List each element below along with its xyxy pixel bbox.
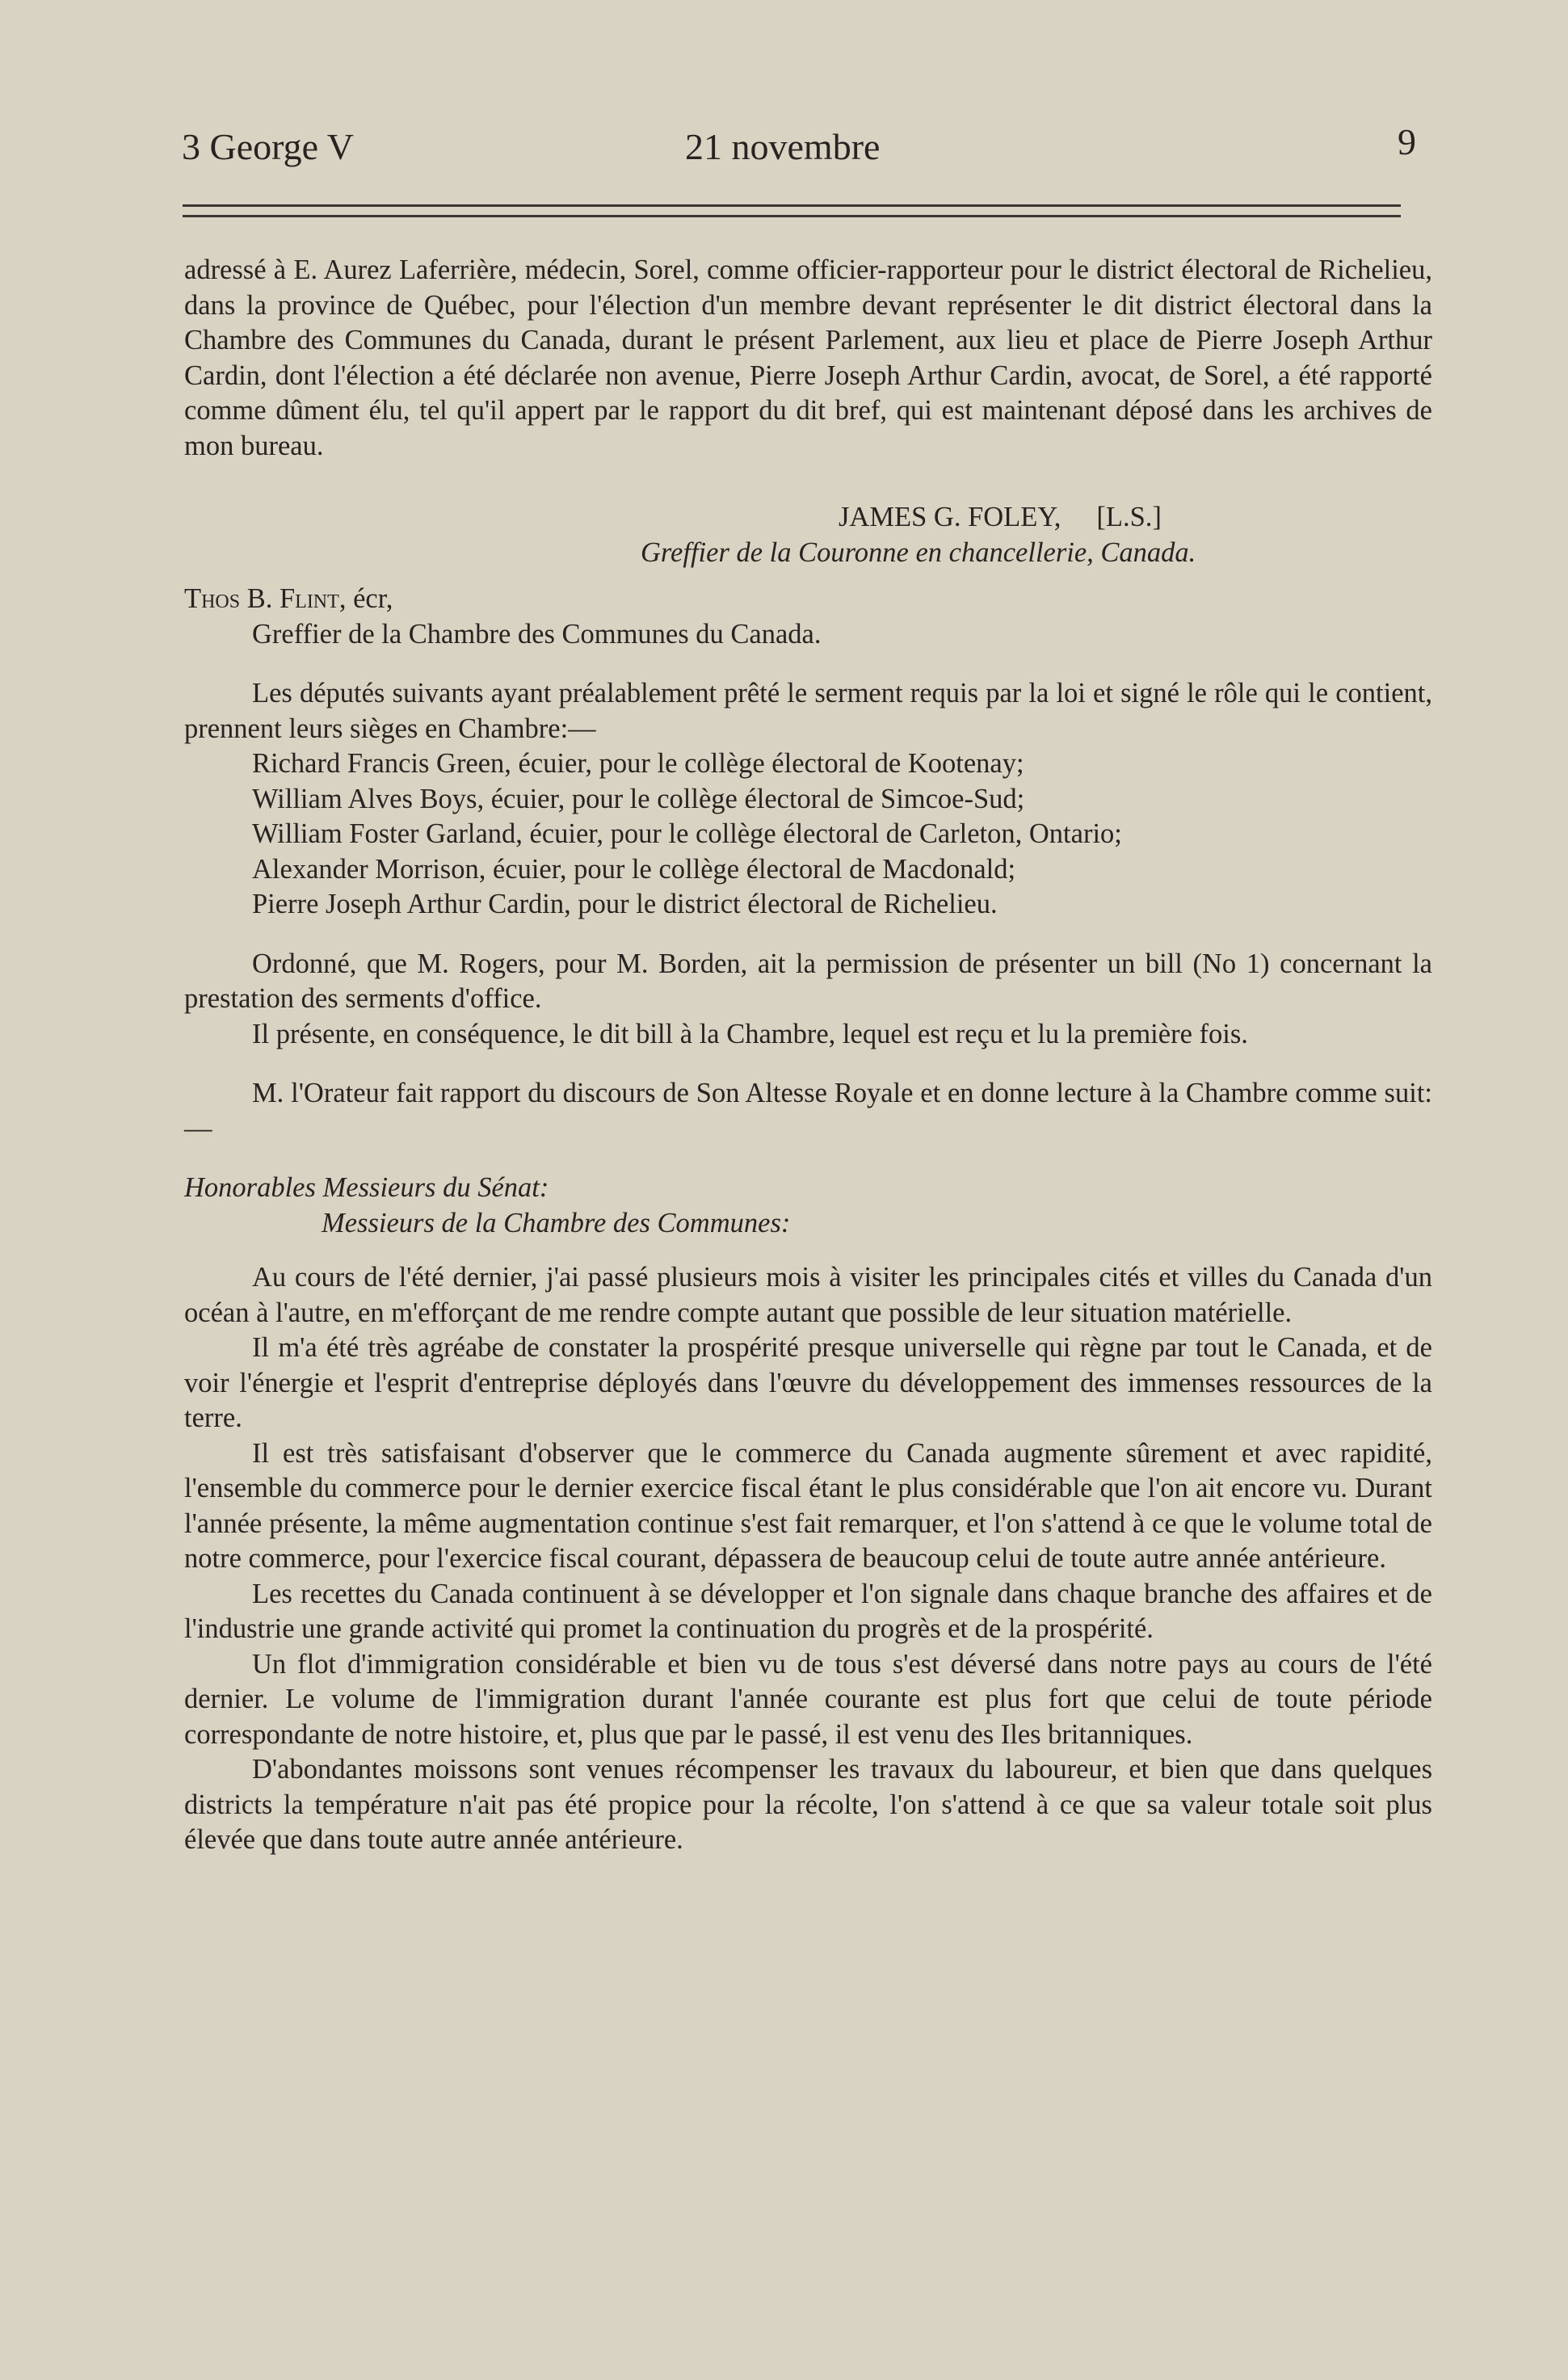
signatory-title: Greffier de la Couronne en chancellerie, Canada. [641,536,1196,568]
header-date: 21 novembre [685,126,881,167]
speech-paragraph: Un flot d'immigration considérable et bien vu de tous s'est déversé dans notre pays au cours de l'été dernier. Le volume de l'immigration durant l'année courante est plus fort que celui de toute période correspondante de notre histoire, et, plus que par le passé, il est venu des Iles britanniques. [184,1648,1432,1750]
seal-mark: [L.S.] [1096,502,1162,532]
addressee-suffix: , écr, [338,583,393,614]
speech-salutation-senate: Honorables Messieurs du Sénat: [184,1172,549,1203]
addressee-title: Greffier de la Chambre des Communes du Canada. [252,618,822,650]
addressee [184,582,1432,617]
speech-paragraph: Il m'a été très agréabe de constater la prospérité presque universelle qui règne par tout le Canada, et de voir l'énergie et l'esprit d'entreprise déployés dans l'œuvre du développement des immenses ressources de la terre. [184,1332,1432,1433]
list-item: William Foster Garland, écuier, pour le collège électoral de Carleton, Ontario; [252,818,1122,849]
speech-salutation-commons: Messieurs de la Chambre des Communes: [322,1207,791,1238]
page-header [0,121,1568,182]
list-item: Pierre Joseph Arthur Cardin, pour le district électoral de Richelieu. [252,889,998,919]
page-body [184,253,1432,1858]
speaker-report: M. l'Orateur fait rapport du discours de Son Altesse Royale et en donne lecture à la Chambre comme suit:— [184,1078,1432,1144]
speech-paragraph: Au cours de l'été dernier, j'ai passé plusieurs mois à visiter les principales cités et villes du Canada d'un océan à l'autre, en m'efforçant de me rendre compte autant que possible de leur situation matérielle. [184,1262,1432,1328]
speech-paragraph: D'abondantes moissons sont venues récompenser les travaux du laboureur, et bien que dans quelques districts la température n'ait pas été propice pour la récolte, l'on s'attend à ce que sa valeur totale soit plus élevée que dans toute autre année antérieure. [184,1754,1432,1855]
speech-paragraph: Les recettes du Canada continuent à se développer et l'on signale dans chaque branche des affaires et de l'industrie une grande activité qui promet la continuation du progrès et de la prospérité. [184,1578,1432,1644]
members-list [184,746,1432,923]
list-item: Richard Francis Green, écuier, pour le collège électoral de Kootenay; [252,748,1024,779]
page-number: 9 [1398,121,1416,162]
header-rule-bottom [183,215,1401,217]
bill-order: Ordonné, que M. Rogers, pour M. Borden, ait la permission de présenter un bill (No 1) concernant la prestation des serments d'office. [184,948,1432,1014]
list-item: Alexander Morrison, écuier, pour le collège électoral de Macdonald; [252,853,1016,885]
signatory-name: JAMES G. FOLEY, [839,502,1061,532]
header-rule-top [183,204,1401,207]
addressee-name: Thos B. Flint [184,583,339,614]
regnal-year: 3 George V [182,126,354,167]
intro-paragraph: adressé à E. Aurez Laferrière, médecin, Sorel, comme officier-rapporteur pour le district électoral de Richelieu, dans la province de Québec, pour l'élection d'un membre devant représenter le dit district électoral dans la Chambre des Communes du Canada, durant le présent Parlement, aux lieu et place de Pierre Joseph Arthur Cardin, dont l'élection a été déclarée non avenue, Pierre Joseph Arthur Cardin, avocat, de Sorel, a été rapporté comme dûment élu, tel qu'il appert par le rapport du dit bref, qui est maintenant déposé dans les archives de mon bureau. [184,254,1432,461]
speech-paragraph: Il est très satisfaisant d'observer que le commerce du Canada augmente sûrement et avec rapidité, l'ensemble du commerce pour le dernier exercice fiscal étant le plus considérable que l'on ait encore vu. Durant l'année présente, la même augmentation continue s'est fait remarquer, et l'on s'attend à ce que le volume total de notre commerce, pour l'exercice fiscal courant, dépassera de beaucoup celui de toute autre année antérieure. [184,1437,1432,1574]
speech-text [184,1260,1432,1858]
list-item: William Alves Boys, écuier, pour le collège électoral de Simcoe-Sud; [252,783,1025,814]
oath-intro: Les députés suivants ayant préalablement prêté le serment requis par la loi et signé le rôle qui le contient, prennent leurs sièges en Chambre:— [184,678,1432,744]
signature-line [184,500,1432,536]
bill-reading: Il présente, en conséquence, le dit bill à la Chambre, lequel est reçu et lu la première fois. [252,1018,1248,1049]
